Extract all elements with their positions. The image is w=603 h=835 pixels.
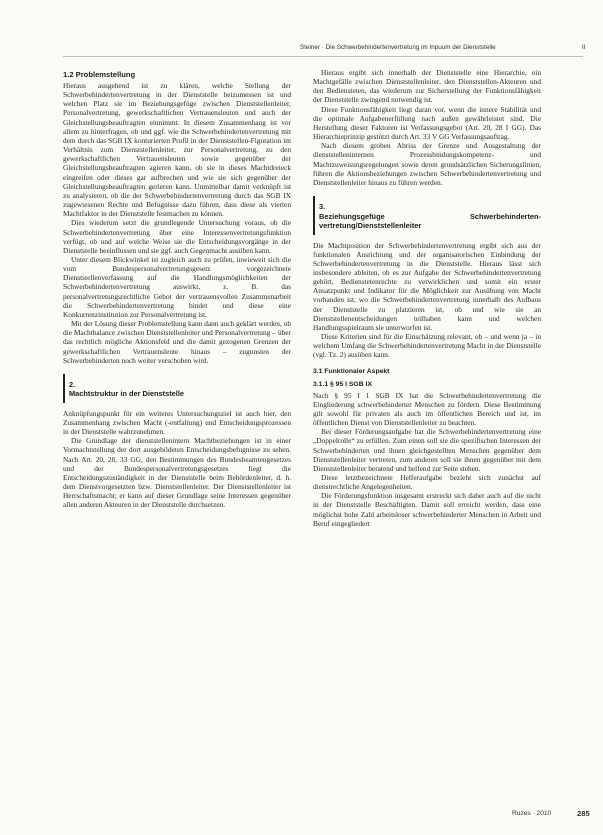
paragraph: Hieraus ausgehend ist zu klären, welche Stellung der Schwerbehindertenvertretung in der Dienststelle beizumessen ist und welchen Platz sie im Beziehungsgefüge zwischen Dienststellenleiter, Personalvertretung, gewerkschaftlichen Vertrauensleuten und auch der Gleichstellungsbeauftragten einnimmt. In diesem Zusammenhang ist vor allem zu hinterfragen, ob und ggf. wie die Schwerbehindertenvertretung mit dem durch das SGB IX konturierten Profil in der Dienststellen-Figuration im Verhältnis zum Dienststellenleiter, zur Personalvertretung, zu den gewerkschaftlichen Vertrauensleuten sowie gegenüber der Gleichstellungsbeauftragten agieren kann, ob sie in dieses Machtdreieck eingreifen oder dieses gar aufbrechen und wie sie sich gegenüber der Gleichstellungsbeauftragten gerieren kann. Unmittelbar damit verknüpft ist zu analysieren, ob die der Schwerbehindertenvertretung durch das SGB IX zugewiesenen Rechte und Befugnisse dazu führen, dass diese als vierten Machtfaktor in der Dienststelle festmachen zu können. (63, 81, 291, 219)
chapter-title: Beziehungsgefüge Schwerbehinderten-vertretung/Dienststellenleiter (319, 211, 541, 231)
page-footer (0, 808, 603, 822)
section-heading-3-1: 3.1 Funktionaler Aspekt (313, 367, 390, 375)
paragraph: Hieraus ergibt sich innerhalb der Dienststelle eine Hierarchie, ein Machtgefälle zwischen Dienststellenleiter, den Dienststellen-Akteuren und den Bediensteten, das wiederum zur Sicherstellung der Funktionsfähigkeit der Dienststelle zwingend notwendig ist. (313, 68, 541, 105)
running-title: Steiner · Die Schwerbehindertenvertretung im Inpuum der Dienststelle (300, 44, 496, 51)
paragraph: Die Machtposition der Schwerbehindertenvertretung ergibt sich aus der funktionalen Ausrichtung und der organisatorischen Einbindung der Schwerbehindertenvertretung in die Dienststelle. Hieraus lässt sich insbesondere ableiten, ob es zur Aufgabe der Schwerbehindertenvertretung gehört, Bedienstetenrechte zu verwirklichen und somit ein erster Ansatzpunkt und Indikator für die Möglichkeit zur Ausübung von Macht vorhanden ist, wo die Schwerbehindertenvertretung innerhalb des Aufbaus der Dienststelle zu platzieren ist, ob und wie sie an Dienststellenentscheidungen teilhaben kann und welchen Handlungsspielraum sie unterworfen ist. (313, 240, 541, 332)
paragraph: Die Förderungsfunktion insgesamt erstreckt sich daher auch auf die nicht in der Dienststelle Beschäftigten. Damit soll erreicht werden, dass eine möglichst hohe Zahl arbeitsloser schwerbehinderter Menschen in Arbeit und Beruf eingegliedert (313, 491, 541, 528)
paragraph: Dies wiederum setzt die grundlegende Untersuchung voraus, ob die Schwerbehindertenvertretung über eine Interessenvertretungsfunktion verfügt, ob und auf welche Weise sie die Entscheidungsvorgänge in der Dienststelle beeinflussen und sie ggf. auch Gegenmacht ausüben kann. (63, 218, 291, 255)
chapter-heading-2 (63, 374, 291, 403)
chapter-heading-3 (313, 196, 541, 235)
chapter-number: 3. (319, 202, 326, 212)
paragraph: Die Grundlage der dienststellenintern Machtbeziehungen ist in einer Vormachtstellung der dort ausgebildeten Entscheidungsbefugnisse zu sehen. Nach Art. 20, 28, 33 GG, den Bestimmungen des Bundesbeamtengesetzes und der Bundespersonalvertretungsgesetzes liegt die Entscheidungszuständigkeit in der Dienststelle beim Behördenleiter, d. h. dem Dienstvorgesetzten bzw. Dienststellenleiter. Der Dienststellenleiter ist Herrschaftsmacht; er kann auf dieser Grundlage seine Interessen gegenüber allen anderen Akteuren in der Dienststelle durchsetzen. (63, 436, 291, 510)
header-number: II (582, 44, 586, 51)
paragraph: Mit der Lösung dieser Problemstellung kann dann auch geklärt werden, ob die Machtbalance zwischen Dienststellenleiter und Personalvertretung – über das rechtlich mögliche Aktionsfeld und die damit gezogenen Grenzen der gewerkschaftlichen Vertrauensleute hinaus – zugunsten der Schwerbehinderten noch weiter verschoben wird. (63, 319, 291, 365)
running-header (0, 40, 603, 56)
chapter-number: 2. (69, 379, 76, 389)
paragraph: Diese letztbezeichnete Helferaufgabe bezieht sich zunächst auf dienstrechtliche Angelegenheiten. (313, 472, 541, 492)
paragraph: Bei dieser Förderungsaufgabe hat die Schwerbehindertenvertretung eine „Doppelrolle“ zu erfüllen. Zum einen soll sie die spezifischen Interessen der Schwerbehinderten und ihnen gleichgestellten Menschen gegenüber dem Dienststellenleiter vertreten, zum anderen soll sie ihnen gegenüber mit dem Dienststellenleiter beratend und helfend zur Seite stehen. (313, 427, 541, 473)
section-heading-1-2: 1.2 Problemstellung (63, 70, 136, 79)
right-column (313, 68, 541, 528)
chapter-title: Machtstruktur in der Dienststelle (69, 389, 184, 399)
paragraph: Unter diesem Blickwinkel ist zugleich auch zu prüfen, inwieweit sich die vom Bundespersonalvertretungsgesetz vorgezeichnete Dienststellenverfassung auf die Handlungsmöglichkeiten der Schwerbehindertenvertretung auswirkt, z. B. das personalvertretungsrechtliche Gebot der vertrauensvollen Zusammenarbeit die Schwerbehindertenvertretung bindet und diese eine Konkurrenzinstitution zur Personalvertretung ist. (63, 254, 291, 319)
paragraph: Anknüpfungspunkt für ein weiteres Untersuchungsziel ist auch hier, den Zusammenhang zwischen Macht (-entfaltung) und Entscheidungsprozessen in der Dienststelle wahrzunehmen. (63, 408, 291, 437)
header-rule (63, 56, 583, 57)
paragraph: Diese Kriterien sind für die Einschätzung relevant, ob – und wenn ja – in welchem Umfang die Schwerbehindertenvertretung Macht in der Dienststelle (vgl. Tz. 2) ausüben kann. (313, 332, 541, 360)
issue-label: Ruzes · 2010 (512, 810, 552, 817)
paragraph: Nach § 95 I 1 SGB IX hat die Schwerbehindertenvertretung die Eingliederung schwerbehinderter Menschen zu fördern. Diese Bestimmung gilt sowohl für privaten als auch im öffentlichen Bereich und ist, im öffentlichen Dienst von Dienststellenleiter zu beachten. (313, 390, 541, 428)
paragraph: Nach diesem groben Abriss der Grenze und Ausgestaltung der dienststelleninternen Prozessbindungskompetenz- und Machtzuweisungsregelungen sowie deren grundsätzlichen Sicherungslinien, führen die Aktionsbeziehungen zwischen Schwerbehindertenvertretung und Dienststellenleiter hinaus zu führen werden. (313, 141, 541, 187)
paragraph: Diese Funktionsfähigkeit liegt daran vor, wenn die innere Stabilität und die optimale Aufgabenerfüllung nach außen gewährleistet sind. Die Herstellung dieser Faktoren ist Verfassungsgebot (Art. 20, 28 I GG). Das Hierarchieprinzip gestützt durch Art. 33 V GG Verfassungsauftrag. (313, 104, 541, 142)
left-column (63, 70, 291, 510)
section-heading-3-1-1: 3.1.1 § 95 I SGB IX (313, 380, 372, 388)
page-number: 285 (577, 809, 590, 818)
